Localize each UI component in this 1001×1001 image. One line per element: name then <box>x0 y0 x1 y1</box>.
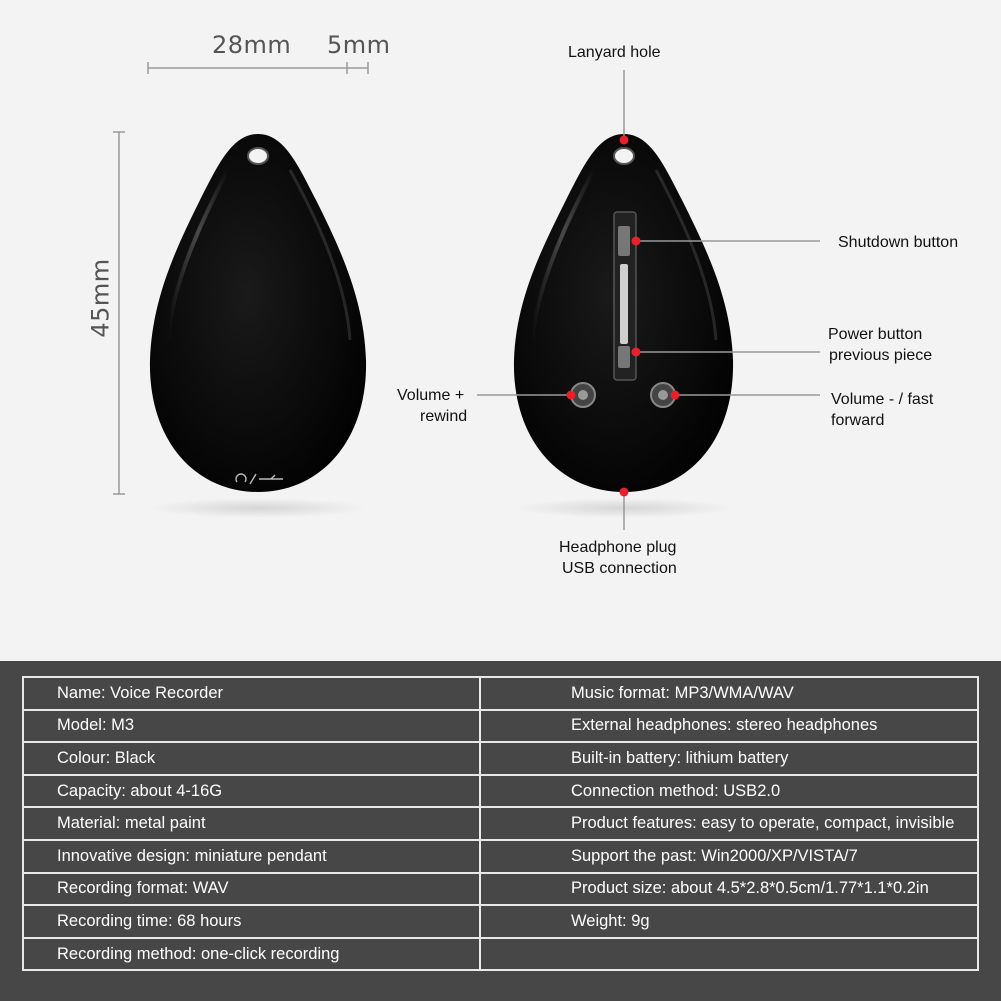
table-row <box>23 873 978 906</box>
volume-plus-dot <box>567 391 576 400</box>
power-button-label-1: Power button <box>828 326 923 343</box>
height-label: 45mm <box>86 258 115 338</box>
power-button-dot <box>632 348 641 357</box>
table-row <box>23 677 978 710</box>
width-dimension-line <box>148 62 368 74</box>
recorder-front <box>150 134 366 492</box>
spec-cell: Recording format: WAV <box>23 873 480 906</box>
shutdown-button-dot <box>632 237 641 246</box>
lanyard-hole-back <box>614 148 634 164</box>
spec-cell <box>480 938 978 971</box>
volume-minus-label-2: forward <box>831 412 885 429</box>
shutdown-button-label: Shutdown button <box>838 234 959 251</box>
spec-cell: Material: metal paint <box>23 807 480 840</box>
table-row <box>23 840 978 873</box>
spec-cell: External headphones: stereo headphones <box>480 710 978 743</box>
volume-plus-label-1: Volume + <box>397 387 465 404</box>
lanyard-hole-dot <box>620 136 629 145</box>
volume-plus-label-2: rewind <box>420 408 468 425</box>
spec-cell: Product features: easy to operate, compact, invisible <box>480 807 978 840</box>
lanyard-hole-front <box>248 148 268 164</box>
recorder-shadow <box>148 498 368 518</box>
table-row <box>23 710 978 743</box>
spec-cell: Weight: 9g <box>480 905 978 938</box>
spec-cell: Recording method: one-click recording <box>23 938 480 971</box>
table-row <box>23 807 978 840</box>
spec-cell: Built-in battery: lithium battery <box>480 742 978 775</box>
lanyard-hole-label: Lanyard hole <box>568 44 661 61</box>
spec-cell: Support the past: Win2000/XP/VISTA/7 <box>480 840 978 873</box>
spec-cell: Connection method: USB2.0 <box>480 775 978 808</box>
spec-cell: Music format: MP3/WMA/WAV <box>480 677 978 710</box>
volume-minus-label-1: Volume - / fast <box>831 391 934 408</box>
table-row <box>23 775 978 808</box>
spec-cell: Capacity: about 4-16G <box>23 775 480 808</box>
headphone-plug-dot <box>620 488 629 497</box>
spec-cell: Product size: about 4.5*2.8*0.5cm/1.77*1.1*0.2in <box>480 873 978 906</box>
table-row <box>23 938 978 971</box>
width-label: 28mm <box>212 31 292 59</box>
power-button-label-2: previous piece <box>829 347 933 364</box>
spec-cell: Colour: Black <box>23 742 480 775</box>
spec-panel <box>0 661 1001 1001</box>
spec-cell: Name: Voice Recorder <box>23 677 480 710</box>
spec-cell: Model: M3 <box>23 710 480 743</box>
table-row <box>23 905 978 938</box>
spec-cell: Innovative design: miniature pendant <box>23 840 480 873</box>
table-row <box>23 742 978 775</box>
height-dimension-line <box>113 132 125 494</box>
headphone-plug-label-1: Headphone plug <box>559 539 677 556</box>
headphone-plug-label-2: USB connection <box>562 560 677 577</box>
volume-minus-dot <box>671 391 680 400</box>
spec-cell: Recording time: 68 hours <box>23 905 480 938</box>
spec-table <box>22 676 979 971</box>
thickness-label: 5mm <box>327 31 391 59</box>
